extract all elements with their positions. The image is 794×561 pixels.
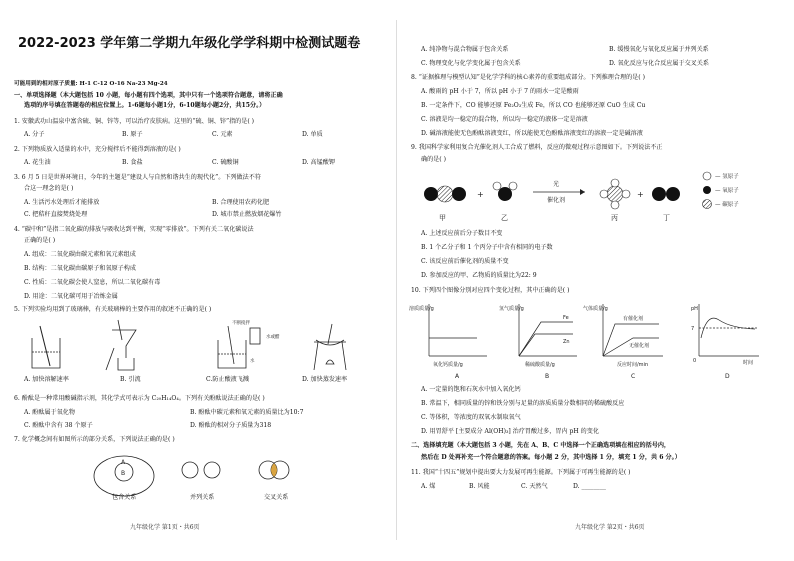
q8-option-d: D. 碱溶液能使无色酚酞溶液变红，所以能使无色酚酞溶液变红的溶液一定是碱溶液 (421, 130, 643, 137)
q9-option-a: A. 上述反应前后分子数目不变 (421, 230, 503, 237)
hydrogen-atom-icon (703, 172, 711, 180)
parallel-diagram (182, 462, 220, 478)
question-6: 6. 酚酞是一种常用酸碱指示剂，其化学式可表示为 C₂₀H₁₄O₄。下列有关酚酞说法正确的是( ) (14, 395, 265, 402)
graph-b-fe-label: Fe (563, 315, 569, 321)
venn-label-parallel: 并列关系 (190, 494, 215, 501)
q2-option-c: C. 硫酸铜 (212, 159, 239, 166)
exam-title: 2022-2023 学年第二学期九年级化学学科期中检测试题卷 (18, 36, 361, 51)
molecule-yi (493, 182, 517, 201)
graph-d-xlabel: 时间 (743, 360, 754, 366)
oxygen-atom-icon (703, 186, 711, 194)
graph-d-ylabel: pH (691, 306, 698, 312)
section-2-instructions: 然后在 D 处再补充一个符合题意的答案。每小题 2 分，其中选择 1 分，填充 1 分，共 6 分。） (421, 454, 681, 461)
question-11: 11. 我国“十四五”规划中提出要大力发展可再生能源。下列属于可再生能源的是( ) (411, 469, 631, 476)
page-footer-1: 九年级化学 第1页・共6页 (130, 524, 200, 531)
graph-a-xlabel: 氧化钙质量/g (433, 362, 463, 368)
q5-option-b: B. 引流 (120, 376, 141, 383)
q1-option-a: A. 分子 (24, 131, 45, 138)
q10-option-a: A. 一定量的饱和石灰水中加入氧化钙 (421, 386, 521, 393)
q5-option-a: A. 加快溶解速率 (24, 376, 69, 383)
exam-page-2 (397, 0, 794, 561)
legend-oxygen: — 氧原子 (715, 188, 739, 194)
molecule-bing (600, 179, 630, 209)
label-bing: 丙 (611, 214, 618, 222)
graph-c-catalyst-label: 有催化剂 (623, 316, 644, 322)
q8-option-c: C. 溶液是均一稳定的混合物，所以均一稳定的液体一定是溶液 (421, 116, 588, 123)
label-ding: 丁 (663, 214, 670, 222)
q5-label-stir: 不断搅拌 (232, 321, 250, 326)
graph-a-letter: A (455, 373, 460, 380)
q10-option-c: C. 等体积，等浓度的双氧水制取氧气 (421, 414, 521, 421)
q9-option-c: C. 该反应前后催化剂的质量不变 (421, 258, 509, 265)
evaporating-dish-icon (314, 324, 346, 370)
graph-c-nocatalyst-label: 无催化剂 (629, 343, 650, 349)
svg-text:+: + (477, 190, 484, 199)
graph-b-zn-label: Zn (563, 339, 570, 345)
q11-option-a: A. 煤 (421, 483, 436, 490)
section-1-instructions: 选项的序号填在答题卷的相应位置上。1-6题每小题1分，6-10题每小题2分，共15分。） (24, 102, 266, 109)
q3-option-a: A. 生活污水处理后才能排放 (24, 199, 100, 206)
graph-d-origin: 0 (693, 358, 697, 364)
q9-option-b: B. 1 个乙分子和 1 个丙分子中含有相同的电子数 (421, 244, 553, 251)
venn-label-cross: 交叉关系 (264, 494, 289, 501)
question-2: 2. 下列物质放入适量的水中，充分搅拌后不能得到溶液的是( ) (14, 146, 181, 153)
graph-d-tick: 7 (691, 326, 695, 332)
q10-option-d: D. 用胃舒平 [主要成分 Al(OH)₃] 治疗胃酸过多，胃内 pH 的变化 (421, 428, 599, 435)
q2-option-a: A. 花生油 (24, 159, 51, 166)
q5-apparatus-figure (14, 318, 384, 374)
question-10: 10. 下列四个图像分别对应四个变化过程，其中正确的是( ) (411, 287, 570, 294)
arrow-light-label: 光 (553, 181, 560, 188)
legend-hydrogen: — 氢原子 (715, 174, 739, 180)
label-yi: 乙 (501, 214, 508, 222)
graph-d-letter: D (725, 373, 730, 380)
q6-option-d: D. 酚酞的相对分子质量为318 (190, 422, 272, 429)
q1-option-d: D. 单质 (302, 131, 323, 138)
q7-option-c: C. 物理变化与化学变化属于包含关系 (421, 60, 521, 67)
q7-option-d: D. 氧化反应与化合反应属于交叉关系 (609, 60, 709, 67)
graph-c-xlabel: 反应时间/min (617, 362, 649, 368)
question-4: 4. “碳中和”是指二氧化碳的排放与吸收达到平衡，实现“零排放”。下列有关二氧化碳说法 (14, 226, 254, 233)
inclusion-diagram (94, 456, 154, 496)
q2-option-b: B. 食盐 (122, 159, 143, 166)
q8-option-a: A. 酸雨的 pH 小于 7，所以 pH 小于 7 的雨水一定是酸雨 (421, 88, 579, 95)
q11-option-d: D. ________ (573, 483, 606, 490)
q9-reaction-figure (415, 168, 785, 224)
q8-option-b: B. 一定条件下，CO 能够还原 Fe₂O₃生成 Fe，所以 CO 也能够还原 CuO 生成 Cu (421, 102, 646, 109)
atomic-masses: 可能用到的相对原子质量: H-1 C-12 O-16 Na-23 Mg-24 (14, 81, 168, 87)
q10-option-b: B. 常温下，相同质量的锌和铁分别与足量的溶质质量分数相同的稀硫酸反应 (421, 400, 625, 407)
q10-graphs-figure (407, 298, 787, 382)
graph-b-xlabel: 稀硫酸质量/g (525, 362, 555, 368)
graph-c-ylabel: 气体质量/g (583, 306, 608, 312)
molecule-ding (652, 187, 680, 201)
question-9: 9. 我国科学家利用复合光催化剂人工合成了燃料，反应的微观过程示意图如下。下列说法不正 (411, 144, 663, 151)
venn-a-label: A (121, 459, 126, 466)
q5-label-water-acid: 水或醋 (266, 335, 280, 340)
q6-option-a: A. 酚酞属于氧化物 (24, 409, 75, 416)
q1-option-b: B. 原子 (122, 131, 143, 138)
q6-option-b: B. 酚酞中碳元素和氧元素的质量比为10:7 (190, 409, 304, 416)
atom-legend (703, 172, 740, 209)
svg-text:+: + (637, 190, 644, 199)
graph-b-letter: B (545, 373, 550, 380)
cross-diagram (259, 461, 289, 479)
section-2-header: 二、选择填充题（本大题包括 3 小题，先在 A、B、C 中选择一个正确选项填在相应的括号内， (411, 442, 671, 449)
question-3: 3. 6 月 5 日是世界环境日，今年的主题是“建设人与自然和谐共生的现代化”。下列做法不符 (14, 174, 261, 181)
page-footer-2: 九年级化学 第2页・共6页 (575, 524, 645, 531)
funnel-icon (106, 320, 136, 370)
q1-option-c: C. 元素 (212, 131, 233, 138)
graph-b-ylabel: 氢气质量/g (499, 306, 524, 312)
question-1: 1. 安徽武功山温泉中富含硫、铜、锌等，可以治疗皮肤病。这里的“硫、铜、锌”指的是( ) (14, 118, 255, 125)
arrow-catalyst-label: 催化剂 (547, 197, 566, 204)
q7-option-b: B. 缓慢氧化与氧化反应属于并列关系 (609, 46, 709, 53)
q6-option-c: C. 酚酞中含有 38 个原子 (24, 422, 93, 429)
q4-option-d: D. 用途：二氧化碳可用于冶炼金属 (24, 293, 118, 300)
question-4-cont: 正确的是( ) (24, 237, 56, 244)
q4-option-c: C. 性质：二氧化碳会使人窒息，所以二氧化碳有毒 (24, 279, 161, 286)
q7-venn-figure (90, 446, 330, 512)
q5-option-d: D. 加快蒸发速率 (302, 376, 348, 383)
legend-carbon: — 碳原子 (715, 202, 739, 208)
question-9-cont: 确的是( ) (421, 156, 446, 163)
q9-option-d: D. 参加反应的甲、乙物质的质量比为22: 9 (421, 272, 537, 279)
q2-option-d: D. 高锰酸钾 (302, 159, 335, 166)
q3-option-d: D. 城市禁止燃放烟花爆竹 (212, 211, 282, 218)
label-jia: 甲 (439, 214, 446, 222)
carbon-atom-icon (703, 200, 712, 209)
molecule-jia (424, 186, 466, 202)
beaker-icon (32, 326, 60, 368)
q11-option-c: C. 天然气 (521, 483, 548, 490)
q3-option-c: C. 把秸秆直接焚烧处理 (24, 211, 88, 218)
q3-option-b: B. 合理使用农药化肥 (212, 199, 270, 206)
graph-b-zn-line (519, 334, 573, 356)
q5-label-water: 水 (250, 359, 255, 364)
question-7: 7. 化学概念间有如图所示的部分关系，下列说法正确的是( ) (14, 436, 175, 443)
question-8: 8. “证据推理与模型认知”是化学学科的核心素养的重要组成部分。下列推理合理的是( ) (411, 74, 645, 81)
q4-option-b: B. 结构：二氧化碳由碳原子和氧原子构成 (24, 265, 136, 272)
venn-b-label: B (121, 470, 126, 477)
q7-option-a: A. 纯净物与混合物属于包含关系 (421, 46, 509, 53)
graph-a-ylabel: 溶质质量/g (409, 306, 434, 312)
question-5: 5. 下列实验均用到了玻璃棒，有关玻璃棒的主要作用的叙述不正确的是( ) (14, 306, 212, 313)
q5-option-c: C.防止酸液飞溅 (206, 376, 249, 383)
section-1-header: 一、单项选择题（本大题包括 10 小题，每小题有四个选项，其中只有一个选项符合题意，请将正确 (14, 92, 283, 99)
q4-option-a: A. 组成：二氧化碳由碳元素和氧元素组成 (24, 251, 136, 258)
graph-c-letter: C (631, 373, 636, 380)
venn-label-inclusion: 包含关系 (112, 494, 137, 501)
question-3-cont: 合这一理念的是( ) (24, 185, 74, 192)
q11-option-b: B. 风能 (469, 483, 490, 490)
